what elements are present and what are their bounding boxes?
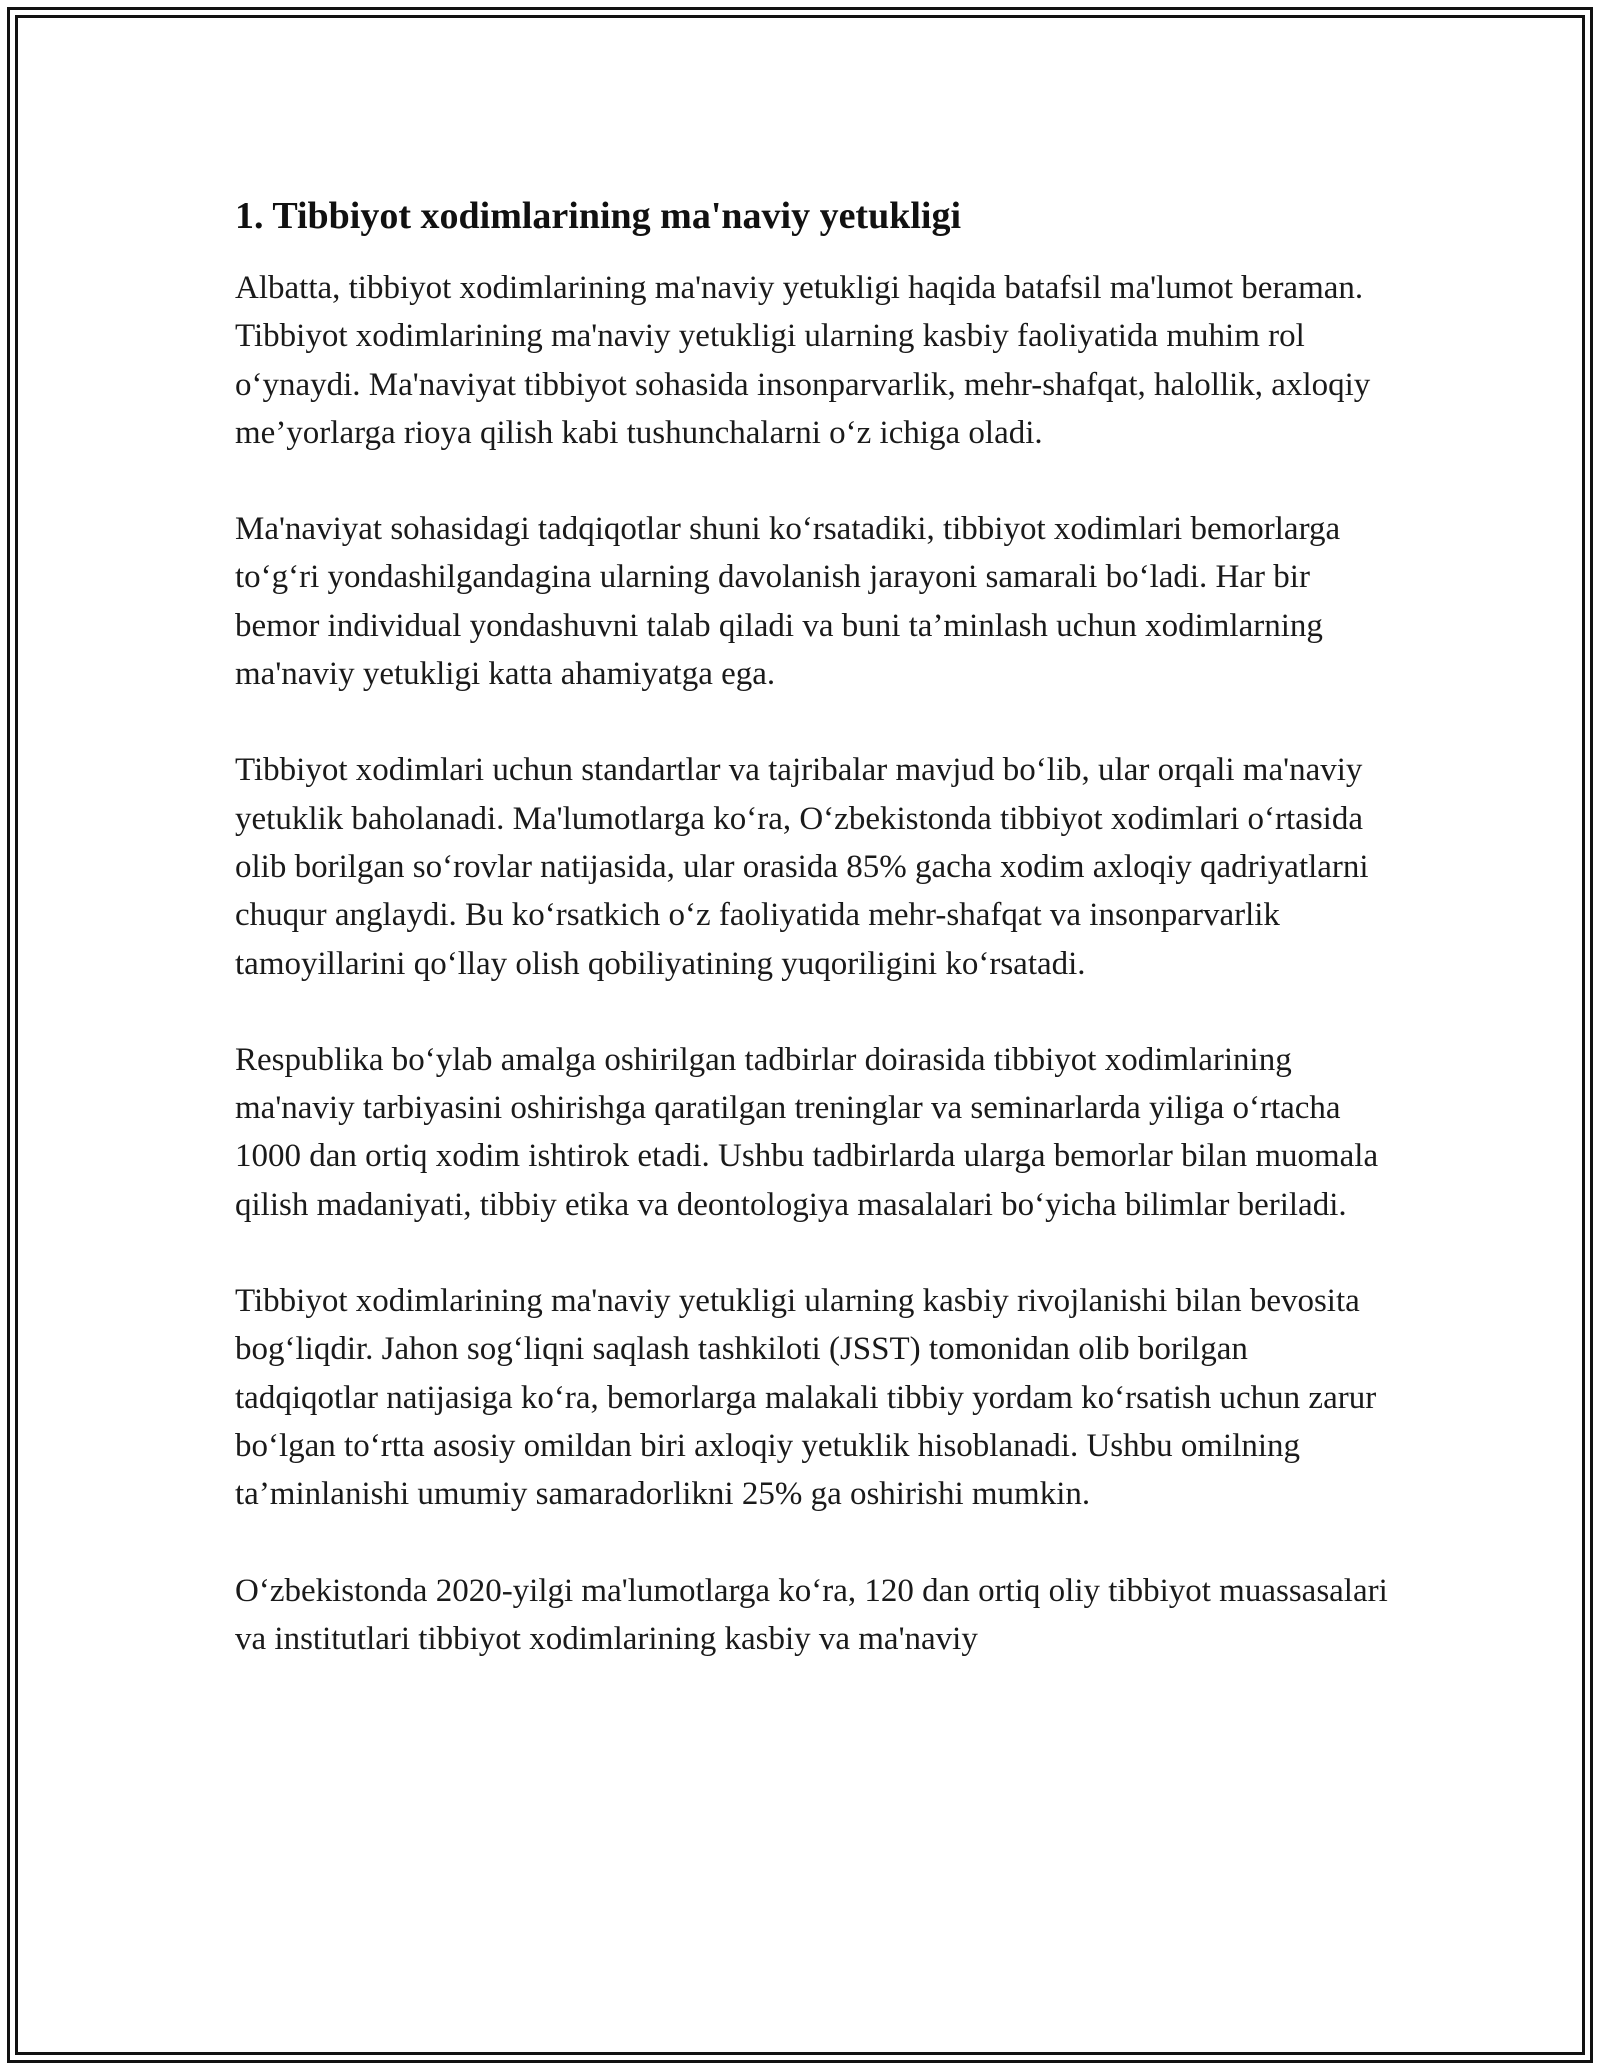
paragraph-2: Ma'naviyat sohasidagi tadqiqotlar shuni koʻrsatadiki, tibbiyot xodimlari bemorlarga toʻgʻri yondashilgandagina ularning davolanish jarayoni samarali boʻladi. Har bir bemor individual yondashuvni talab qiladi va buni ta’minlash uchun xodimlarning ma'naviy yetukligi katta ahamiyatga ega. [235,511,1341,693]
paragraph-6: Oʻzbekistonda 2020-yilgi ma'lumotlarga koʻra, 120 dan ortiq oliy tibbiyot muassasalari va institutlari tibbiyot xodimlarining kasbiy va ma'naviy [235,1572,1388,1657]
paragraph-4: Respublika boʻylab amalga oshirilgan tadbirlar doirasida tibbiyot xodimlarining ma'naviy tarbiyasini oshirishga qaratilgan treninglar va seminarlarda yiliga oʻrtacha 1000 dan ortiq xodim ishtirok etadi. Ushbu tadbirlarda ularga bemorlar bilan muomala qilish madaniyati, tibbiy etika va deontologiya masalalari boʻyicha bilimlar beriladi. [235,1041,1379,1223]
paragraph-3: Tibbiyot xodimlari uchun standartlar va tajribalar mavjud boʻlib, ular orqali ma'naviy yetuklik baholanadi. Ma'lumotlarga koʻra, Oʻzbekistonda tibbiyot xodimlari oʻrtasida olib borilgan soʻrovlar natijasida, ular orasida 85% gacha xodim axloqiy qadriyatlarni chuqur anglaydi. Bu koʻrsatkich oʻz faoliyatida mehr-shafqat va insonparvarlik tamoyillarini qoʻllay olish qobiliyatining yuqoriligini koʻrsatadi. [235,752,1369,982]
paragraph-5: Tibbiyot xodimlarining ma'naviy yetukligi ularning kasbiy rivojlanishi bilan bevosita bogʻliqdir. Jahon sogʻliqni saqlash tashkiloti (JSST) tomonidan olib borilgan tadqiqotlar natijasiga koʻra, bemorlarga malakali tibbiy yordam koʻrsatish uchun zarur boʻlgan toʻrtta asosiy omildan biri axloqiy yetuklik hisoblanadi. Ushbu omilning ta’minlanishi umumiy samaradorlikni 25% ga oshirishi mumkin. [235,1283,1377,1513]
section-heading: 1. Tibbiyot xodimlarining ma'naviy yetukligi [235,195,962,237]
paragraph-1: Albatta, tibbiyot xodimlarining ma'naviy yetukligi haqida batafsil ma'lumot beraman. Tibbiyot xodimlarining ma'naviy yetukligi ularning kasbiy faoliyatida muhim rol oʻynaydi. Ma'naviyat tibbiyot sohasida insonparvarlik, mehr-shafqat, halollik, axloqiy me’yorlarga rioya qilish kabi tushunchalarni oʻz ichiga oladi. [235,270,1371,451]
document-body [235,188,1395,1711]
